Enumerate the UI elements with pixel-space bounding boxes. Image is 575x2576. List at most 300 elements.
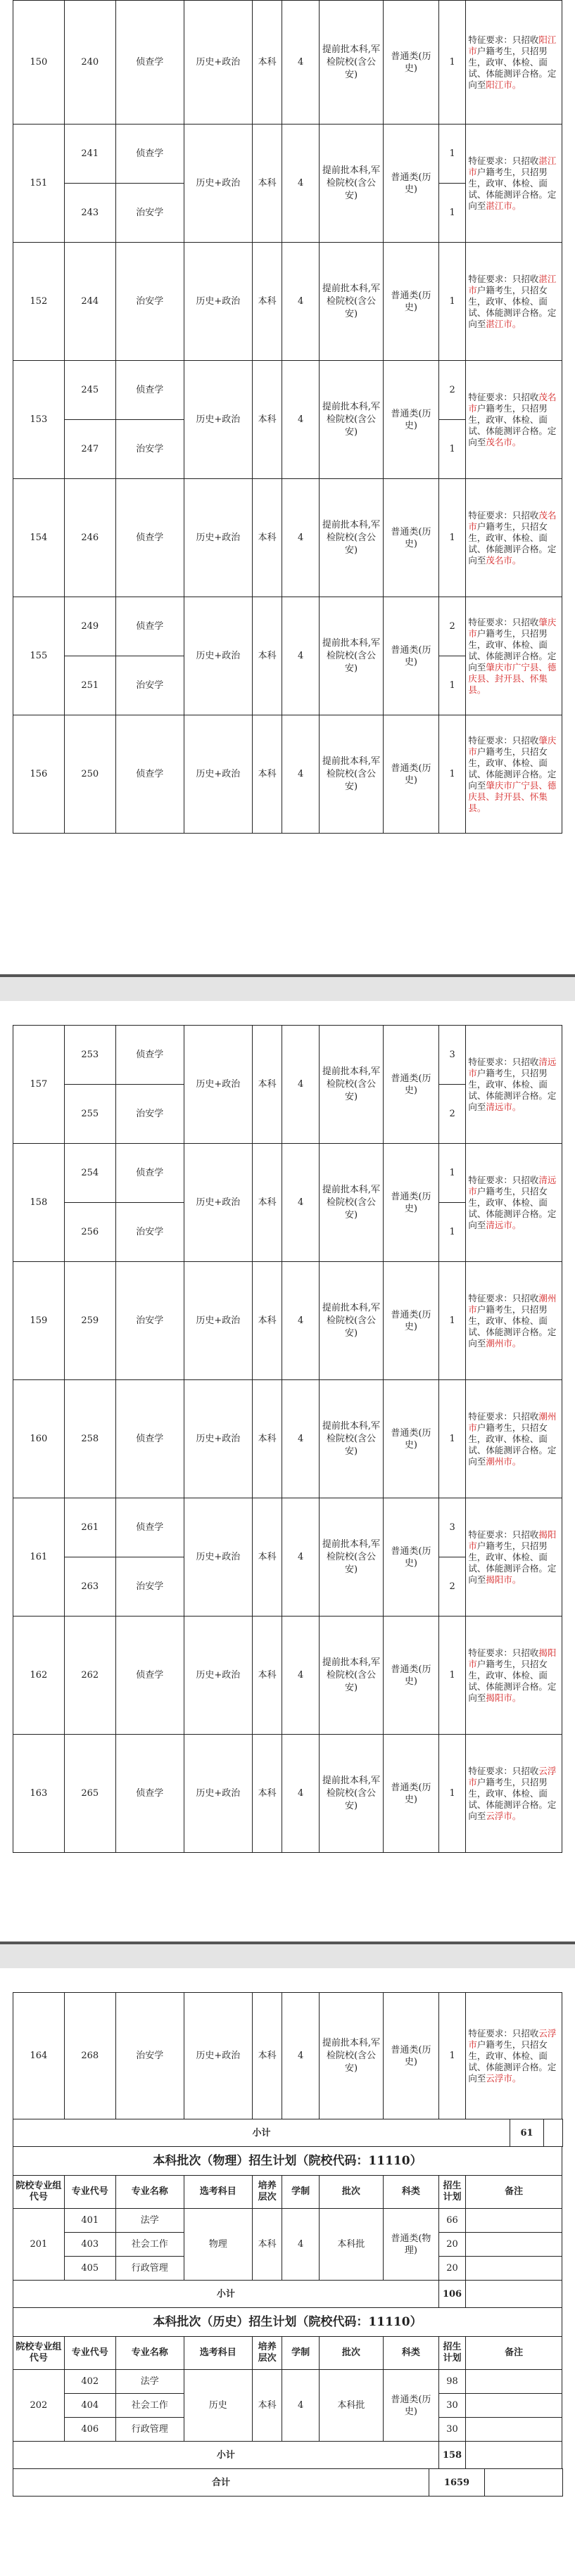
remark-destination: 云浮市。 xyxy=(486,1810,522,1821)
enrollment-quota: 2 xyxy=(438,1085,465,1144)
study-years: 4 xyxy=(282,1617,320,1735)
major-name: 社会工作 xyxy=(115,2233,184,2257)
enrollment-quota: 2 xyxy=(438,1557,465,1617)
subject-requirement: 历史+政治 xyxy=(184,125,252,243)
section-title: 本科批次（历史）招生计划（院校代码：11110） xyxy=(13,2308,562,2337)
admission-batch: 提前批本科,军检院校(含公安) xyxy=(319,715,383,834)
remark-suffix: 政审、体检、面试、体能测评合格。定向至 xyxy=(468,639,557,672)
remark-city: 湛江市 xyxy=(468,273,557,295)
education-level: 本科 xyxy=(252,1993,282,2119)
page-separator xyxy=(0,974,575,1001)
subject-requirement: 历史+政治 xyxy=(184,1498,252,1617)
major-code: 265 xyxy=(64,1735,115,1853)
major-name: 侦查学 xyxy=(115,597,184,656)
plan-table-page-2 xyxy=(13,1025,562,1853)
study-years: 4 xyxy=(282,243,320,361)
plan-row xyxy=(13,1380,562,1498)
major-code: 263 xyxy=(64,1557,115,1617)
major-name: 侦查学 xyxy=(115,125,184,184)
remark-prefix: 特征要求：只招收 xyxy=(468,734,539,746)
remark-suffix: 政审、体检、面试、体能测评合格。定向至 xyxy=(468,1078,557,1112)
remark-mid: 户籍考生，只招男生， xyxy=(468,1303,548,1326)
education-level: 本科 xyxy=(252,1735,282,1853)
remark-suffix: 政审、体检、面试、体能测评合格。定向至 xyxy=(468,1551,557,1585)
major-code: 245 xyxy=(64,361,115,420)
subject-category: 普通类(历史) xyxy=(384,1026,439,1144)
remark-suffix: 政审、体检、面试、体能测评合格。定向至 xyxy=(468,2050,557,2084)
plan-row xyxy=(13,479,562,597)
remark-destination: 潮州市。 xyxy=(486,1455,522,1467)
header-level: 培养层次 xyxy=(252,2176,282,2209)
enrollment-quota: 66 xyxy=(438,2209,465,2233)
subtotal-value: 106 xyxy=(438,2281,465,2308)
admission-batch: 提前批本科,军检院校(含公安) xyxy=(319,1,383,125)
admission-batch: 提前批本科,军检院校(含公安) xyxy=(319,479,383,597)
group-code: 152 xyxy=(13,243,65,361)
subject-requirement: 历史+政治 xyxy=(184,1617,252,1735)
major-name: 社会工作 xyxy=(115,2394,184,2418)
admission-batch: 提前批本科,军检院校(含公安) xyxy=(319,243,383,361)
remark-mid: 户籍考生，只招女生， xyxy=(468,746,548,768)
remark-destination: 肇庆市广宁县、德庆县、封开县、怀集县。 xyxy=(468,661,557,695)
remark-cell xyxy=(466,1026,562,1144)
header-major-code: 专业代号 xyxy=(64,2176,115,2209)
study-years: 4 xyxy=(282,597,320,715)
study-years: 4 xyxy=(282,125,320,243)
plan-row xyxy=(13,2209,562,2233)
total-label: 合计 xyxy=(13,2469,429,2497)
major-code: 243 xyxy=(64,184,115,243)
major-name: 行政管理 xyxy=(115,2257,184,2281)
subject-category: 普通类(历史) xyxy=(384,1144,439,1262)
enrollment-quota: 1 xyxy=(438,479,465,597)
major-code: 403 xyxy=(64,2233,115,2257)
physics-table xyxy=(13,2146,562,2308)
enrollment-quota: 1 xyxy=(438,1144,465,1203)
group-code: 162 xyxy=(13,1617,65,1735)
remark-destination: 湛江市。 xyxy=(486,318,522,329)
remark-destination: 揭阳市。 xyxy=(486,1574,522,1585)
subtotal-row xyxy=(13,2119,563,2147)
plan-row xyxy=(13,715,562,834)
admission-batch: 提前批本科,军检院校(含公安) xyxy=(319,1262,383,1380)
enrollment-quota: 98 xyxy=(438,2370,465,2394)
education-level: 本科 xyxy=(252,125,282,243)
subject-requirement: 历史+政治 xyxy=(184,1144,252,1262)
major-name: 治安学 xyxy=(115,1085,184,1144)
major-code: 401 xyxy=(64,2209,115,2233)
admission-batch: 提前批本科,军检院校(含公安) xyxy=(319,1617,383,1735)
subject-category: 普通类(历史) xyxy=(384,1380,439,1498)
header-group-code: 院校专业组代号 xyxy=(13,2176,65,2209)
subtotal-row xyxy=(13,2281,562,2308)
header-note: 备注 xyxy=(466,2337,562,2370)
study-years: 4 xyxy=(282,1144,320,1262)
major-code: 258 xyxy=(64,1380,115,1498)
admission-batch: 提前批本科,军检院校(含公安) xyxy=(319,1735,383,1853)
remark-suffix: 政审、体检、面试、体能测评合格。定向至 xyxy=(468,177,557,211)
remark-prefix: 特征要求：只招收 xyxy=(468,1765,539,1776)
enrollment-quota: 20 xyxy=(438,2257,465,2281)
education-level: 本科 xyxy=(252,597,282,715)
remark-cell xyxy=(466,1262,562,1380)
remark-suffix: 政审、体检、面试、体能测评合格。定向至 xyxy=(468,295,557,329)
remark-cell xyxy=(466,1498,562,1617)
subject-requirement: 物理 xyxy=(184,2209,252,2281)
major-name: 治安学 xyxy=(115,184,184,243)
enrollment-quota: 30 xyxy=(438,2418,465,2442)
major-name: 侦查学 xyxy=(115,715,184,834)
study-years: 4 xyxy=(282,1498,320,1617)
history-table xyxy=(13,2307,562,2469)
remark-destination: 云浮市。 xyxy=(486,2072,522,2084)
remark-mid: 户籍考生，只招男生， xyxy=(468,1540,548,1562)
remark-cell xyxy=(466,2233,562,2257)
group-code: 202 xyxy=(13,2370,65,2442)
header-major-name: 专业名称 xyxy=(115,2337,184,2370)
remark-cell xyxy=(466,1144,562,1262)
enrollment-quota: 1 xyxy=(438,715,465,834)
subject-requirement: 历史+政治 xyxy=(184,1735,252,1853)
page-3 xyxy=(13,1992,562,2497)
remark-mid: 户籍考生，只招男生， xyxy=(468,1776,548,1799)
subtotal-table xyxy=(13,2119,563,2147)
major-code: 405 xyxy=(64,2257,115,2281)
remark-city: 茂名市 xyxy=(468,391,557,414)
header-years: 学制 xyxy=(282,2176,320,2209)
enrollment-quota: 1 xyxy=(438,243,465,361)
group-code: 201 xyxy=(13,2209,65,2281)
major-name: 治安学 xyxy=(115,656,184,715)
remark-cell xyxy=(466,2370,562,2394)
remark-city: 潮州市 xyxy=(468,1292,557,1315)
enrollment-quota: 1 xyxy=(438,1617,465,1735)
remark-city: 云浮市 xyxy=(468,1765,557,1787)
plan-row xyxy=(13,1993,562,2119)
major-name: 治安学 xyxy=(115,1203,184,1262)
page-separator xyxy=(0,1941,575,1968)
page-1 xyxy=(13,0,562,834)
subject-category: 普通类(历史) xyxy=(384,1,439,125)
study-years: 4 xyxy=(282,361,320,479)
subtotal-blank xyxy=(544,2119,563,2147)
remark-mid: 户籍考生，只招女生， xyxy=(468,2039,548,2061)
remark-cell xyxy=(466,125,562,243)
major-code: 262 xyxy=(64,1617,115,1735)
enrollment-quota: 20 xyxy=(438,2233,465,2257)
group-code: 153 xyxy=(13,361,65,479)
section-title: 本科批次（物理）招生计划（院校代码：11110） xyxy=(13,2147,562,2176)
study-years: 4 xyxy=(282,1380,320,1498)
enrollment-quota: 1 xyxy=(438,1,465,125)
admission-batch: 提前批本科,军检院校(含公安) xyxy=(319,1026,383,1144)
subject-category: 普通类(历史) xyxy=(384,597,439,715)
major-name: 侦查学 xyxy=(115,479,184,597)
plan-table-page-1 xyxy=(13,0,562,834)
remark-city: 清远市 xyxy=(468,1056,557,1078)
major-name: 侦查学 xyxy=(115,1617,184,1735)
subject-category: 普通类(历史) xyxy=(383,2370,438,2442)
remark-prefix: 特征要求：只招收 xyxy=(468,1647,539,1658)
admission-batch: 提前批本科,军检院校(含公安) xyxy=(319,361,383,479)
remark-cell xyxy=(466,715,562,834)
remark-cell xyxy=(466,1993,562,2119)
remark-prefix: 特征要求：只招收 xyxy=(468,616,539,627)
education-level: 本科 xyxy=(252,479,282,597)
group-code: 164 xyxy=(13,1993,65,2119)
study-years: 4 xyxy=(282,1262,320,1380)
subtotal-label: 小计 xyxy=(13,2281,439,2308)
remark-destination: 潮州市。 xyxy=(486,1337,522,1348)
education-level: 本科 xyxy=(252,1,282,125)
education-level: 本科 xyxy=(252,1026,282,1144)
subject-category: 普通类(历史) xyxy=(384,1262,439,1380)
plan-row xyxy=(13,243,562,361)
subject-category: 普通类(历史) xyxy=(384,1498,439,1617)
header-batch: 批次 xyxy=(319,2337,383,2370)
study-years: 4 xyxy=(282,1026,320,1144)
group-code: 157 xyxy=(13,1026,65,1144)
plan-row xyxy=(13,1735,562,1853)
enrollment-quota: 1 xyxy=(438,1380,465,1498)
remark-mid: 户籍考生，只招女生， xyxy=(468,1185,548,1208)
header-quota: 招生计划 xyxy=(438,2176,465,2209)
subject-requirement: 历史+政治 xyxy=(184,715,252,834)
remark-city: 阳江市 xyxy=(468,34,557,56)
remark-destination: 清远市。 xyxy=(486,1219,522,1230)
remark-cell xyxy=(466,1735,562,1853)
remark-mid: 户籍考生，只招男生， xyxy=(468,627,548,650)
remark-prefix: 特征要求：只招收 xyxy=(468,509,539,521)
major-name: 治安学 xyxy=(115,243,184,361)
total-row xyxy=(13,2469,563,2497)
remark-suffix: 政审、体检、面试、体能测评合格。定向至 xyxy=(468,1315,557,1348)
remark-cell xyxy=(466,2394,562,2418)
remark-suffix: 政审、体检、面试、体能测评合格。定向至 xyxy=(468,1197,557,1230)
subject-requirement: 历史+政治 xyxy=(184,1993,252,2119)
admission-batch: 提前批本科,军检院校(含公安) xyxy=(319,597,383,715)
subject-category: 普通类(历史) xyxy=(384,479,439,597)
education-level: 本科 xyxy=(252,1262,282,1380)
major-code: 404 xyxy=(64,2394,115,2418)
header-major-name: 专业名称 xyxy=(115,2176,184,2209)
remark-prefix: 特征要求：只招收 xyxy=(468,273,539,284)
header-level: 培养层次 xyxy=(252,2337,282,2370)
major-name: 侦查学 xyxy=(115,1144,184,1203)
plan-row xyxy=(13,1617,562,1735)
remark-city: 揭阳市 xyxy=(468,1529,557,1551)
remark-city: 揭阳市 xyxy=(468,1647,557,1669)
major-code: 241 xyxy=(64,125,115,184)
remark-destination: 湛江市。 xyxy=(486,200,522,211)
major-name: 法学 xyxy=(115,2370,184,2394)
major-code: 250 xyxy=(64,715,115,834)
plan-row xyxy=(13,125,562,184)
group-code: 158 xyxy=(13,1144,65,1262)
enrollment-quota: 1 xyxy=(438,184,465,243)
remark-cell xyxy=(466,597,562,715)
subject-requirement: 历史+政治 xyxy=(184,1026,252,1144)
header-note: 备注 xyxy=(466,2176,562,2209)
header-category: 科类 xyxy=(383,2337,438,2370)
remark-destination: 肇庆市广宁县、德庆县、封开县、怀集县。 xyxy=(468,779,557,813)
major-name: 侦查学 xyxy=(115,1026,184,1085)
major-code: 256 xyxy=(64,1203,115,1262)
subtotal-value: 61 xyxy=(510,2119,544,2147)
remark-city: 湛江市 xyxy=(468,155,557,177)
header-category: 科类 xyxy=(383,2176,438,2209)
enrollment-quota: 2 xyxy=(438,597,465,656)
major-name: 侦查学 xyxy=(115,1498,184,1557)
subject-category: 普通类(历史) xyxy=(384,361,439,479)
subject-requirement: 历史+政治 xyxy=(184,1380,252,1498)
enrollment-quota: 1 xyxy=(438,1262,465,1380)
subject-requirement: 历史+政治 xyxy=(184,1262,252,1380)
education-level: 本科 xyxy=(252,2209,282,2281)
admission-batch: 提前批本科,军检院校(含公安) xyxy=(319,1993,383,2119)
header-quota: 招生计划 xyxy=(438,2337,465,2370)
section-title-row xyxy=(13,2308,562,2337)
remark-suffix: 政审、体检、面试、体能测评合格。定向至 xyxy=(468,414,557,447)
major-code: 246 xyxy=(64,479,115,597)
enrollment-quota: 1 xyxy=(438,656,465,715)
major-name: 治安学 xyxy=(115,1557,184,1617)
plan-table-page-3 xyxy=(13,1992,562,2119)
remark-mid: 户籍考生，只招男生， xyxy=(468,45,548,68)
subject-category: 普通类(历史) xyxy=(384,1735,439,1853)
remark-mid: 户籍考生，只招男生， xyxy=(468,166,548,189)
total-blank xyxy=(485,2469,563,2497)
major-code: 240 xyxy=(64,1,115,125)
plan-row xyxy=(13,1144,562,1203)
plan-row xyxy=(13,1026,562,1085)
subject-requirement: 历史+政治 xyxy=(184,361,252,479)
study-years: 4 xyxy=(282,1735,320,1853)
remark-cell xyxy=(466,2418,562,2442)
remark-cell xyxy=(466,1380,562,1498)
subtotal-value: 158 xyxy=(438,2442,465,2469)
total-table xyxy=(13,2468,563,2497)
admission-batch: 本科批 xyxy=(319,2370,383,2442)
education-level: 本科 xyxy=(252,1380,282,1498)
subtotal-row xyxy=(13,2442,562,2469)
group-code: 154 xyxy=(13,479,65,597)
subject-category: 普通类(历史) xyxy=(384,243,439,361)
remark-suffix: 政审、体检、面试、体能测评合格。定向至 xyxy=(468,532,557,566)
enrollment-quota: 1 xyxy=(438,125,465,184)
education-level: 本科 xyxy=(252,1498,282,1617)
remark-cell xyxy=(466,1617,562,1735)
study-years: 4 xyxy=(282,2370,320,2442)
enrollment-quota: 1 xyxy=(438,420,465,479)
admission-batch: 提前批本科,军检院校(含公安) xyxy=(319,125,383,243)
page-2 xyxy=(13,1025,562,1853)
subject-category: 普通类(历史) xyxy=(384,1617,439,1735)
remark-cell xyxy=(466,2209,562,2233)
education-level: 本科 xyxy=(252,715,282,834)
enrollment-quota: 1 xyxy=(438,1993,465,2119)
section-title-row xyxy=(13,2147,562,2176)
header-subjects: 选考科目 xyxy=(184,2337,252,2370)
remark-prefix: 特征要求：只招收 xyxy=(468,34,539,45)
remark-prefix: 特征要求：只招收 xyxy=(468,2027,539,2039)
plan-row xyxy=(13,1498,562,1557)
education-level: 本科 xyxy=(252,1144,282,1262)
remark-destination: 茂名市。 xyxy=(486,436,522,447)
major-name: 侦查学 xyxy=(115,1380,184,1498)
study-years: 4 xyxy=(282,715,320,834)
subject-requirement: 历史+政治 xyxy=(184,597,252,715)
remark-cell xyxy=(466,243,562,361)
remark-mid: 户籍考生，只招女生， xyxy=(468,1422,548,1444)
major-code: 259 xyxy=(64,1262,115,1380)
remark-destination: 阳江市。 xyxy=(486,79,522,90)
subtotal-blank xyxy=(466,2442,562,2469)
plan-row xyxy=(13,1,562,125)
header-row xyxy=(13,2176,562,2209)
subject-category: 普通类(历史) xyxy=(384,125,439,243)
remark-prefix: 特征要求：只招收 xyxy=(468,1174,539,1185)
enrollment-quota: 1 xyxy=(438,1735,465,1853)
remark-mid: 户籍考生，只招女生， xyxy=(468,1658,548,1681)
major-name: 侦查学 xyxy=(115,361,184,420)
enrollment-quota: 1 xyxy=(438,1203,465,1262)
remark-mid: 户籍考生，只招男生， xyxy=(468,402,548,425)
remark-cell xyxy=(466,2257,562,2281)
enrollment-quota: 3 xyxy=(438,1498,465,1557)
remark-suffix: 政审、体检、面试、体能测评合格。定向至 xyxy=(468,757,557,791)
group-code: 159 xyxy=(13,1262,65,1380)
subject-requirement: 历史 xyxy=(184,2370,252,2442)
remark-city: 茂名市 xyxy=(468,509,557,532)
remark-city: 肇庆市 xyxy=(468,734,557,757)
major-name: 法学 xyxy=(115,2209,184,2233)
remark-suffix: 政审、体检、面试、体能测评合格。定向至 xyxy=(468,1669,557,1703)
remark-mid: 户籍考生，只招女生， xyxy=(468,521,548,543)
education-level: 本科 xyxy=(252,243,282,361)
group-code: 160 xyxy=(13,1380,65,1498)
major-name: 治安学 xyxy=(115,1993,184,2119)
admission-batch: 提前批本科,军检院校(含公安) xyxy=(319,1144,383,1262)
remark-city: 清远市 xyxy=(468,1174,557,1197)
study-years: 4 xyxy=(282,479,320,597)
major-code: 402 xyxy=(64,2370,115,2394)
major-code: 406 xyxy=(64,2418,115,2442)
admission-batch: 提前批本科,军检院校(含公安) xyxy=(319,1380,383,1498)
subject-category: 普通类(物理) xyxy=(383,2209,438,2281)
header-row xyxy=(13,2337,562,2370)
group-code: 161 xyxy=(13,1498,65,1617)
plan-row xyxy=(13,361,562,420)
remark-city: 肇庆市 xyxy=(468,616,557,639)
subtotal-label: 小计 xyxy=(13,2119,510,2147)
enrollment-quota: 2 xyxy=(438,361,465,420)
subject-requirement: 历史+政治 xyxy=(184,479,252,597)
subtotal-blank xyxy=(466,2281,562,2308)
remark-city: 云浮市 xyxy=(468,2027,557,2050)
major-code: 254 xyxy=(64,1144,115,1203)
remark-prefix: 特征要求：只招收 xyxy=(468,1410,539,1422)
plan-row xyxy=(13,1262,562,1380)
header-subjects: 选考科目 xyxy=(184,2176,252,2209)
remark-prefix: 特征要求：只招收 xyxy=(468,1292,539,1303)
major-name: 治安学 xyxy=(115,1262,184,1380)
remark-cell xyxy=(466,361,562,479)
header-major-code: 专业代号 xyxy=(64,2337,115,2370)
plan-row xyxy=(13,2370,562,2394)
major-code: 247 xyxy=(64,420,115,479)
group-code: 155 xyxy=(13,597,65,715)
